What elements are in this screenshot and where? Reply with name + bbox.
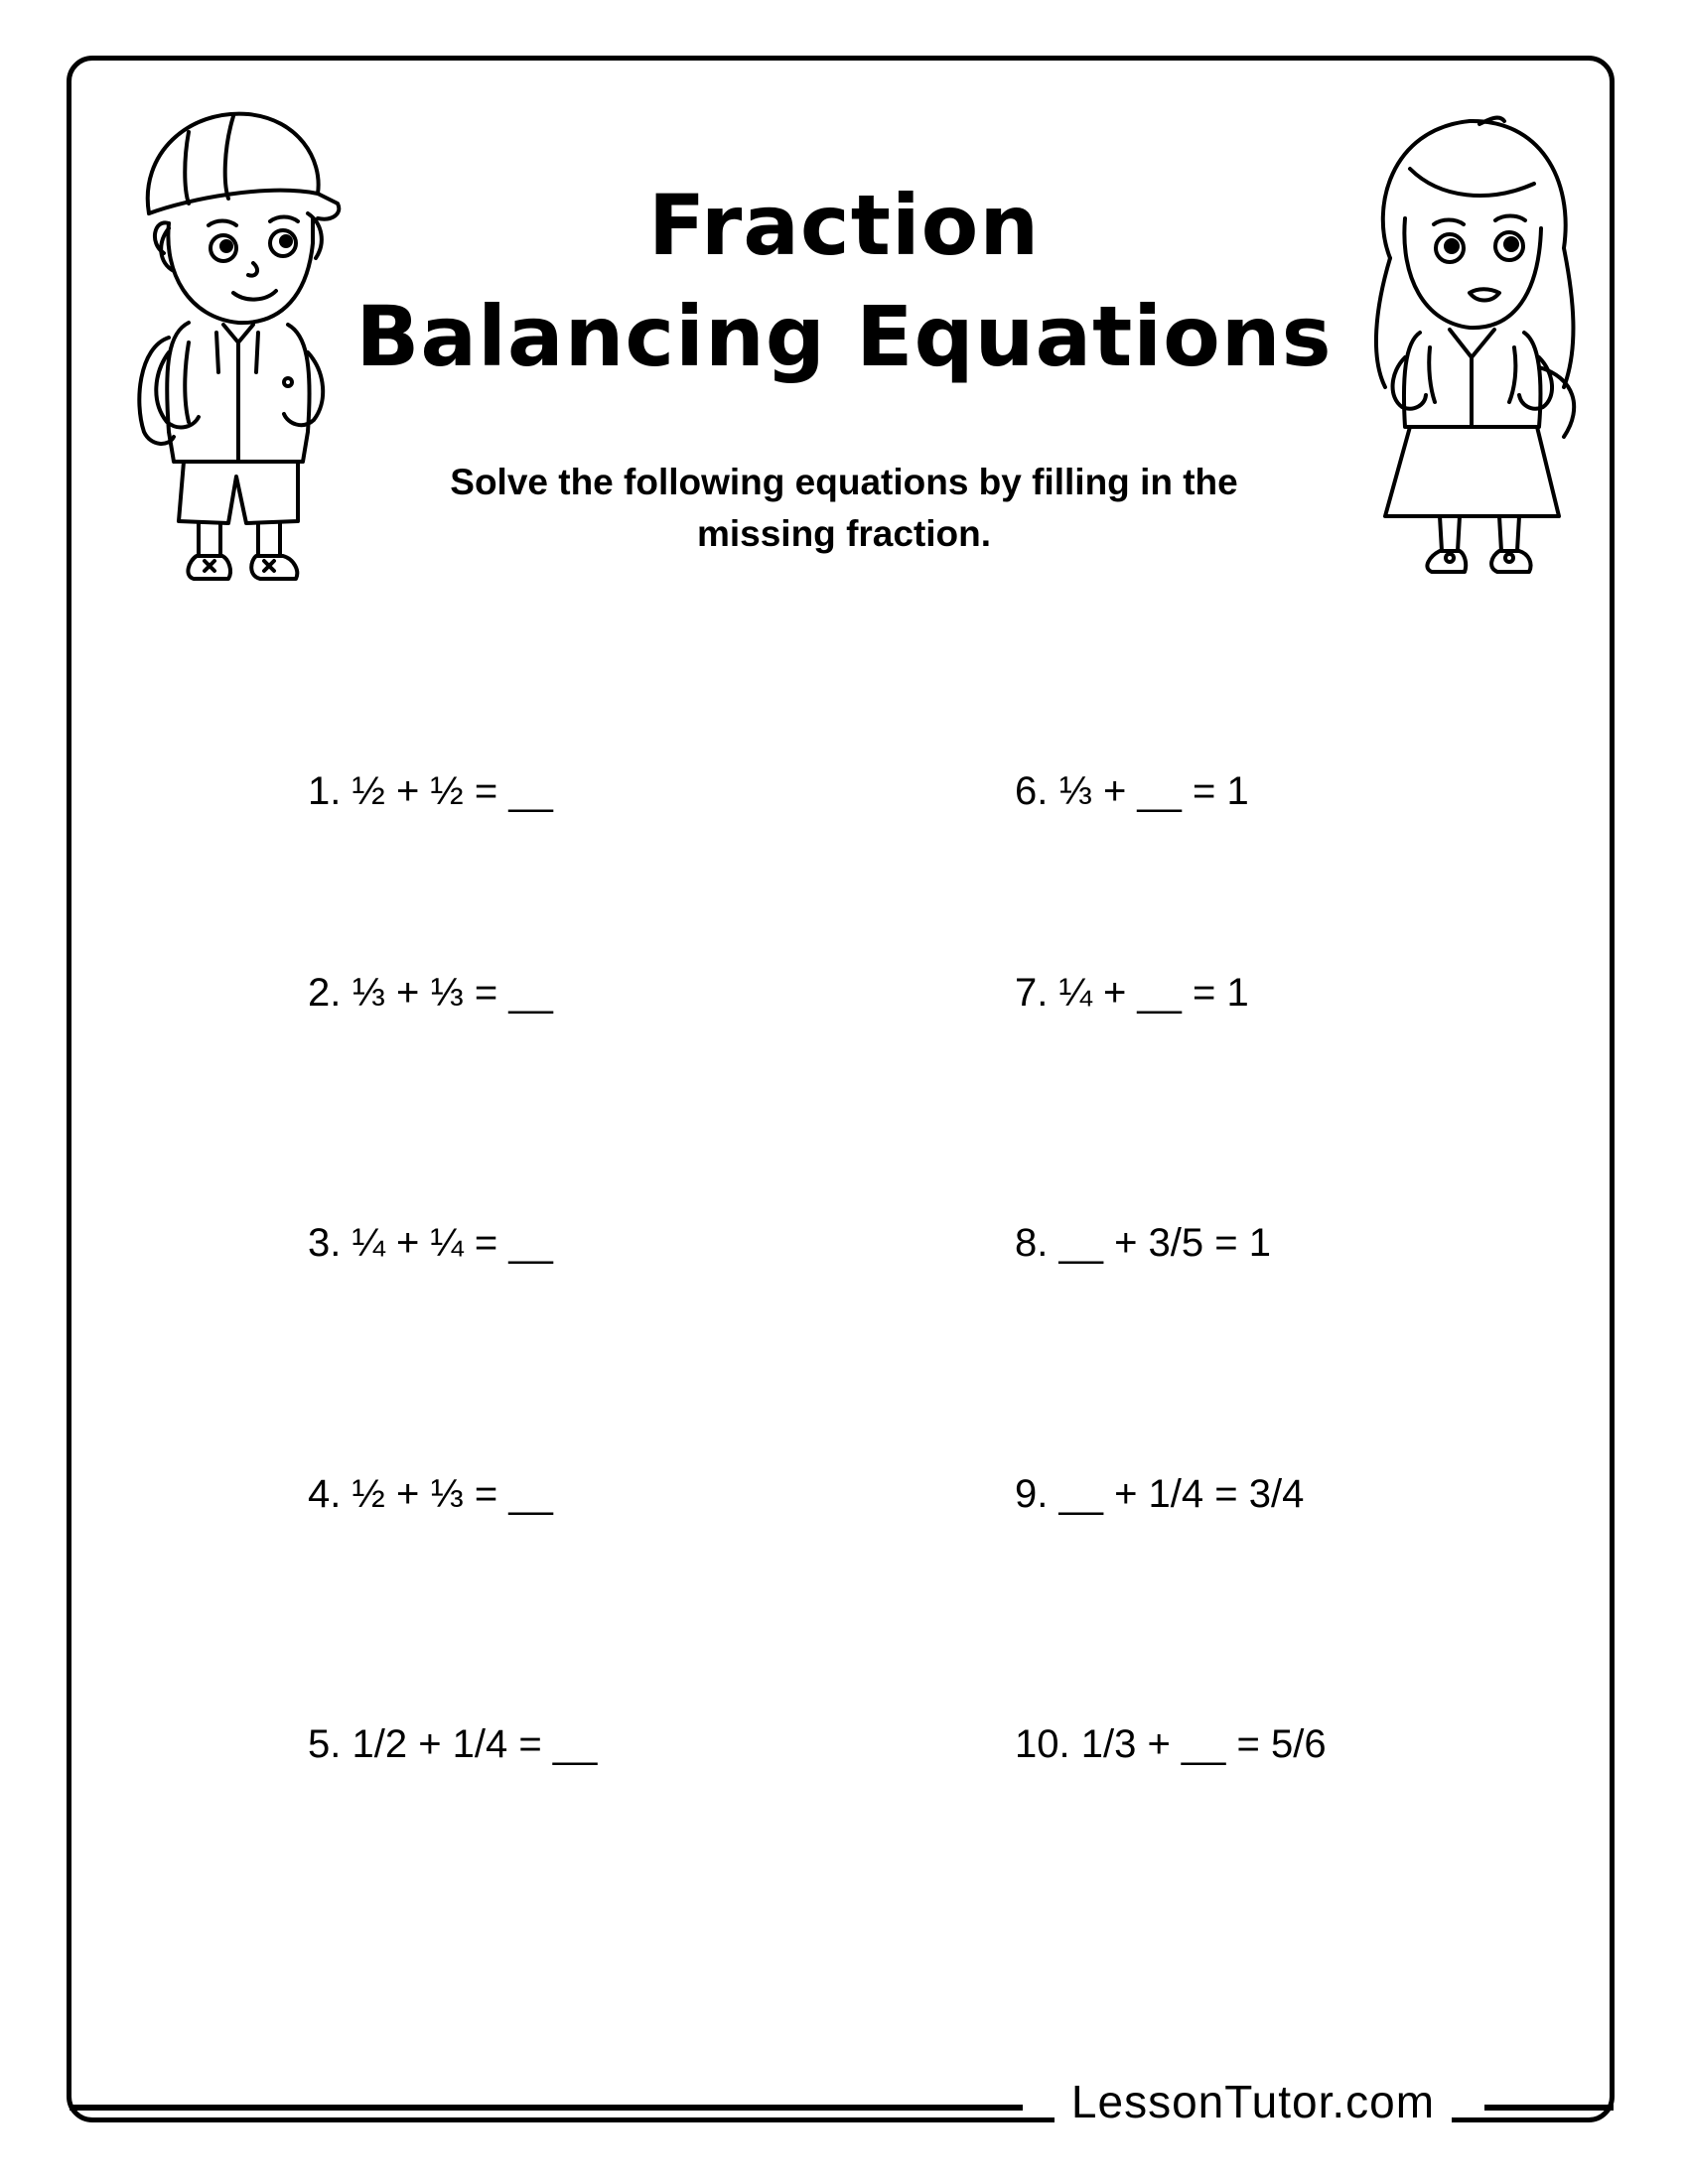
problem-4: 4. ½ + ⅓ = __ (308, 1472, 553, 1516)
problem-1: 1. ½ + ½ = __ (308, 769, 553, 813)
problem-9: 9. __ + 1/4 = 3/4 (1015, 1472, 1305, 1516)
problem-10: 10. 1/3 + __ = 5/6 (1015, 1722, 1327, 1766)
instructions-text: Solve the following equations by filling in the missing fraction. (450, 462, 1238, 554)
problem-8: 8. __ + 3/5 = 1 (1015, 1221, 1271, 1265)
problem-7: 7. ¼ + __ = 1 (1015, 971, 1249, 1015)
footer-rule-left (70, 2105, 1023, 2111)
worksheet-title-line1: Fraction (647, 177, 1041, 274)
boy-illustration (129, 104, 348, 581)
worksheet-title-line2: Balancing Equations (355, 288, 1333, 385)
footer-brand: LessonTutor.com (1055, 2075, 1452, 2128)
problem-2: 2. ⅓ + ⅓ = __ (308, 971, 553, 1015)
girl-illustration (1350, 109, 1589, 576)
problem-5: 5. 1/2 + 1/4 = __ (308, 1722, 598, 1766)
footer-rule-right (1484, 2105, 1614, 2111)
problem-3: 3. ¼ + ¼ = __ (308, 1221, 553, 1265)
problem-6: 6. ⅓ + __ = 1 (1015, 769, 1249, 813)
